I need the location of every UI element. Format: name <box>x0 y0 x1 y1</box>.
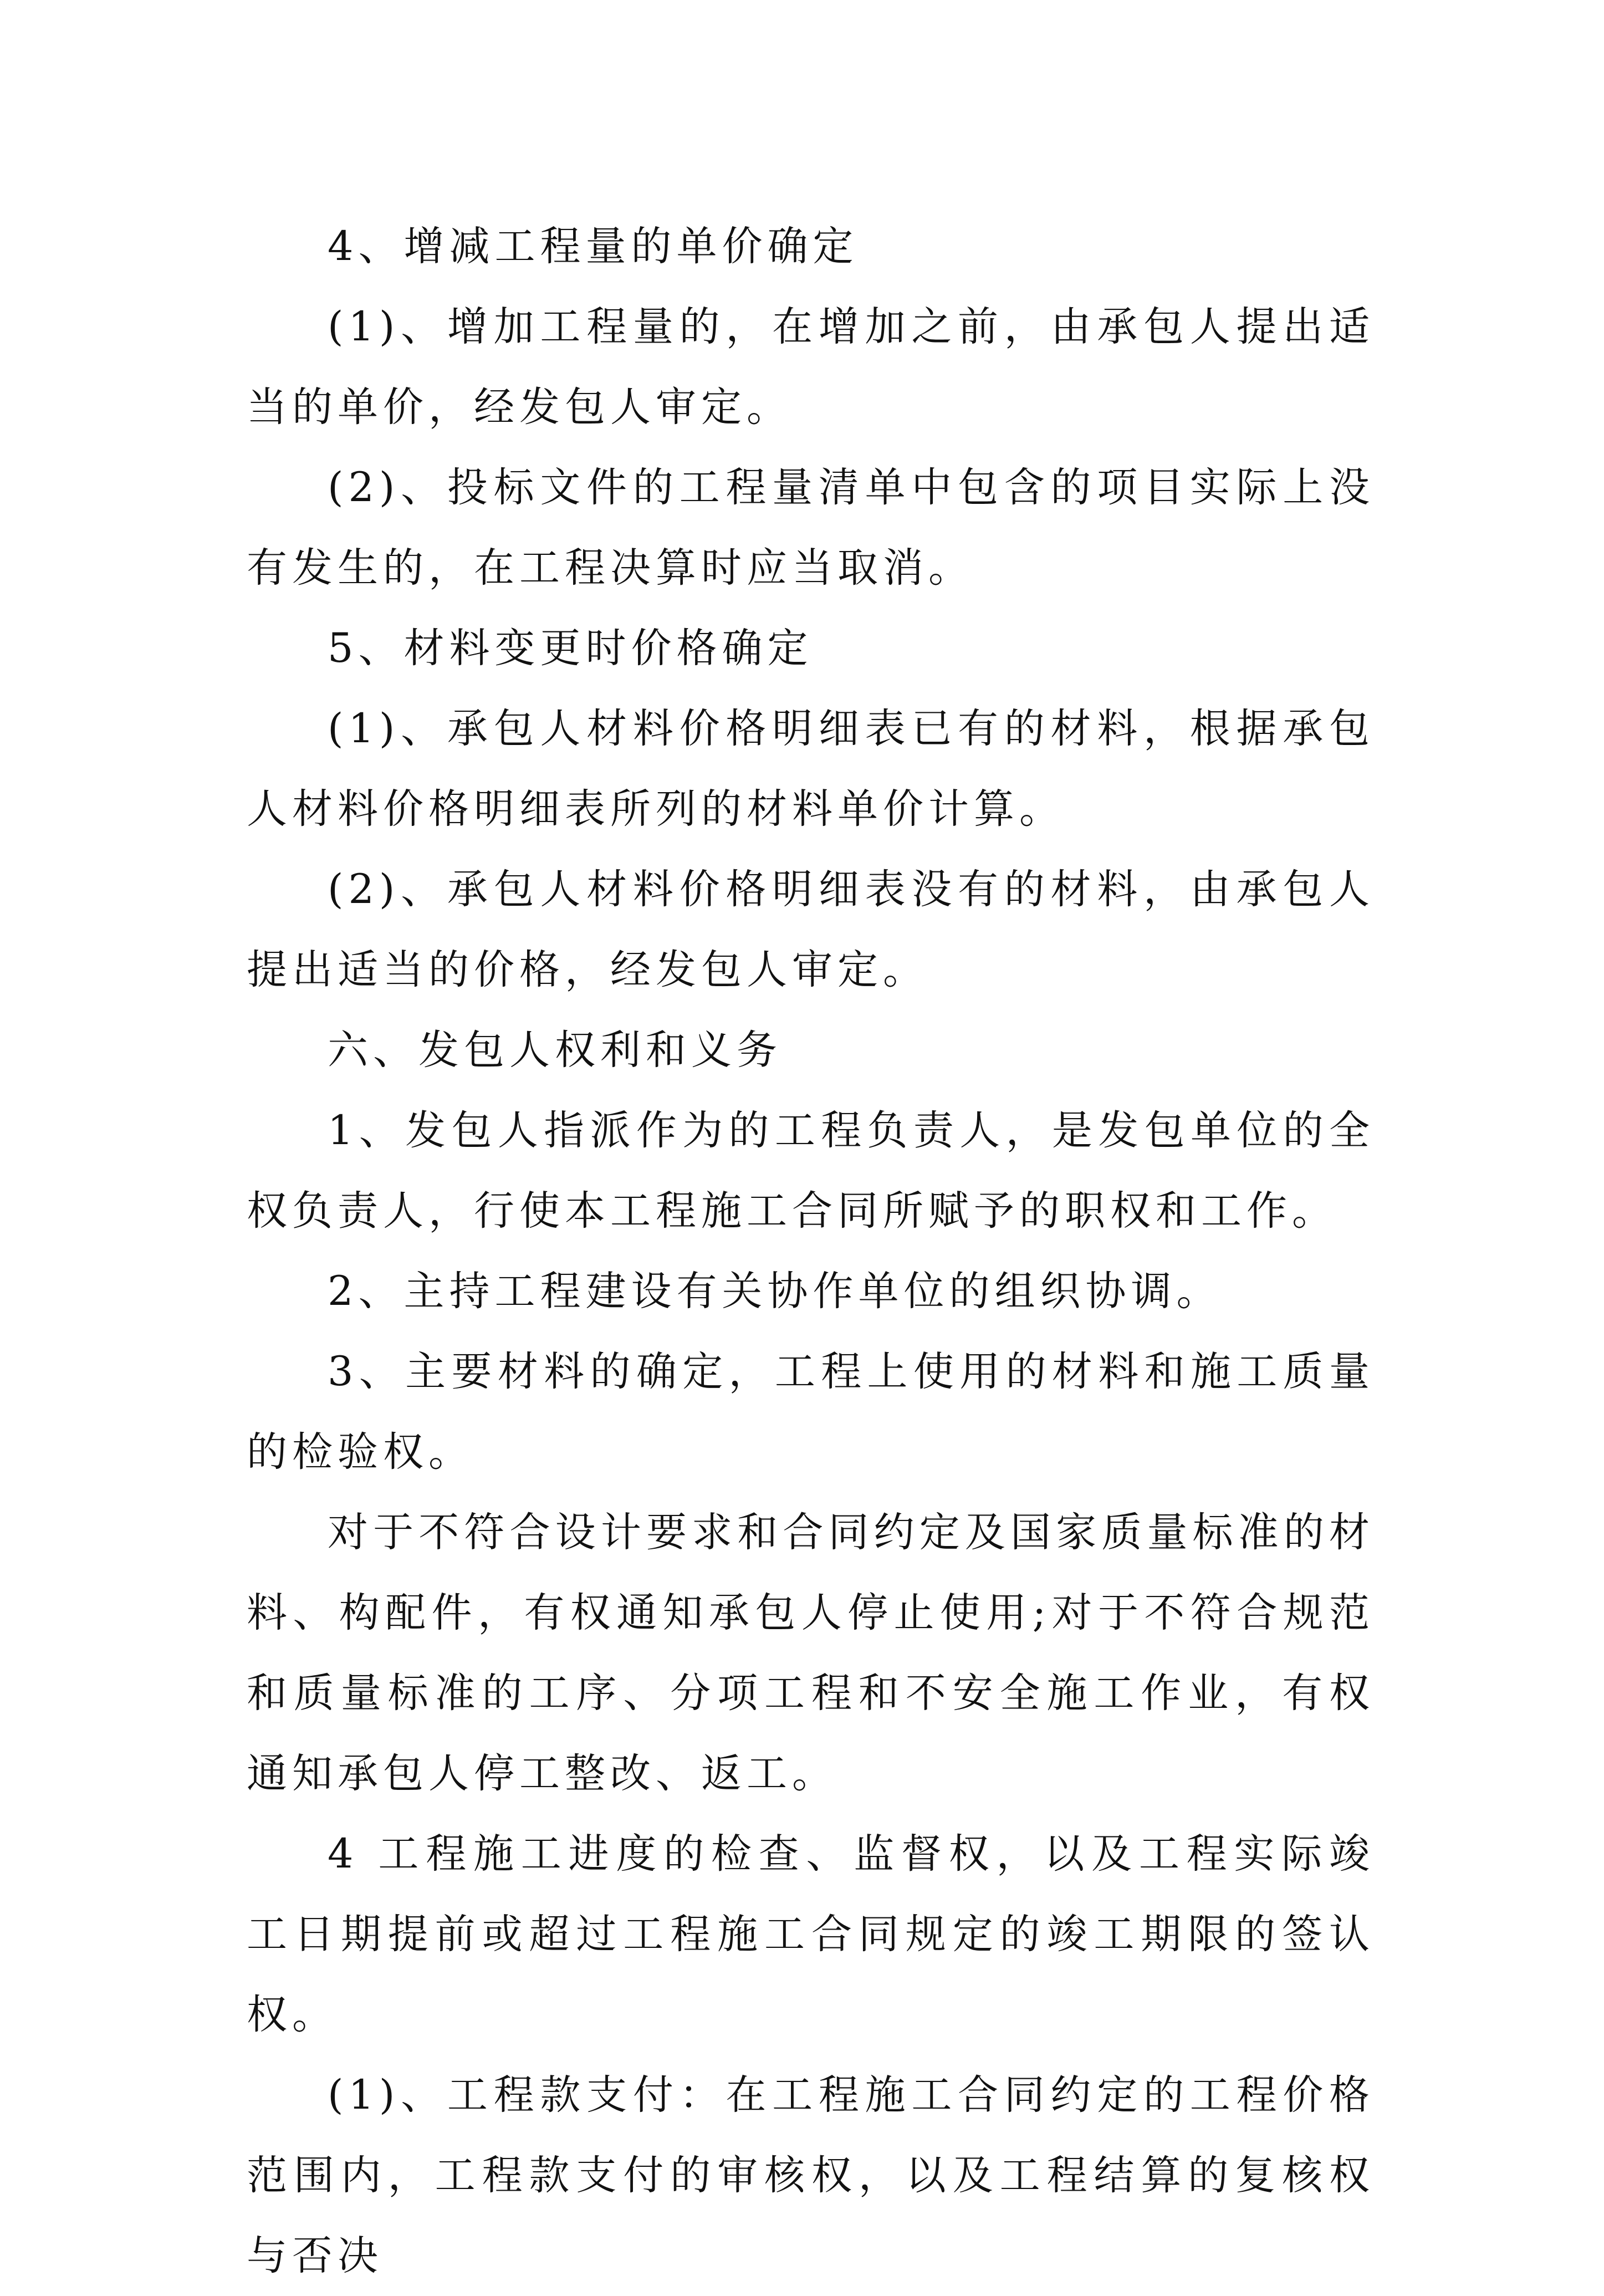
paragraph: (1)、增加工程量的，在增加之前，由承包人提出适当的单价，经发包人审定。 <box>247 303 1375 431</box>
paragraph: 1、发包人指派作为的工程负责人，是发包单位的全权负责人，行使本工程施工合同所赋予的职权和工作。 <box>247 1107 1375 1234</box>
paragraph: (1)、承包人材料价格明细表已有的材料，根据承包人材料价格明细表所列的材料单价计算。 <box>247 705 1375 833</box>
paragraph: 4 工程施工进度的检查、监督权，以及工程实际竣工日期提前或超过工程施工合同规定的竣工期限的签认权。 <box>247 1830 1375 2038</box>
section-heading-unit-price: 4、增减工程量的单价确定 <box>328 223 859 270</box>
paragraph: 2、主持工程建设有关协作单位的组织协调。 <box>328 1268 1222 1315</box>
section-heading-material-price: 5、材料变更时价格确定 <box>328 625 813 672</box>
paragraph: (2)、投标文件的工程量清单中包含的项目实际上没有发生的，在工程决算时应当取消。 <box>247 464 1375 591</box>
paragraph: (1)、工程款支付：在工程施工合同约定的工程价格范围内，工程款支付的审核权，以及工程结算的复核权与否决 <box>247 2071 1375 2279</box>
section-heading-employer-rights: 六、发包人权利和义务 <box>328 1027 782 1074</box>
document-body <box>247 206 1375 2296</box>
paragraph: 对于不符合设计要求和合同约定及国家质量标准的材料、构配件，有权通知承包人停止使用;对于不符合规范和质量标准的工序、分项工程和不安全施工作业，有权通知承包人停工整改、返工。 <box>247 1509 1375 1797</box>
paragraph: 3、主要材料的确定，工程上使用的材料和施工质量的检验权。 <box>247 1348 1375 1476</box>
paragraph: (2)、承包人材料价格明细表没有的材料，由承包人提出适当的价格，经发包人审定。 <box>247 866 1375 993</box>
